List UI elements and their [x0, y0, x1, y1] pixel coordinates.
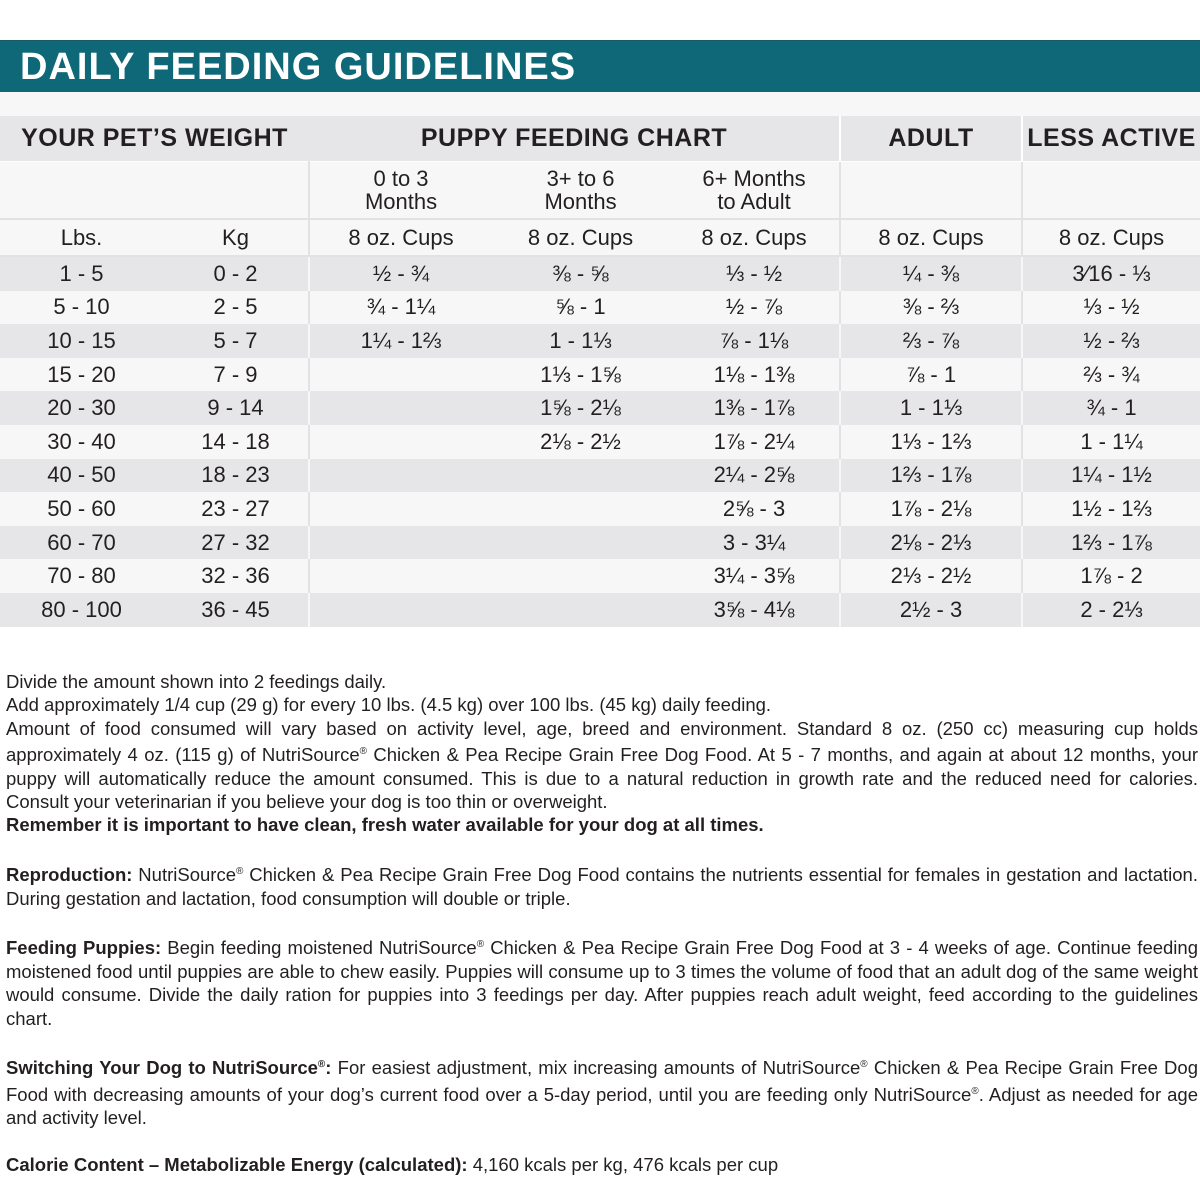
weight-kg-cell: 2 - 5: [163, 291, 309, 325]
note-amount: Amount of food consumed will vary based on activity level, age, breed and environment. Standard 8 oz. (250 cc) measuring cup holds approximately 4 oz. (115 g) of NutriSource® Chicken & Pea Recipe Grain Free Dog Food. At 5 - 7 months, and again at about 12 months, your puppy will automatically reduce the amount consumed. This is due to a natural reduction in growth rate and the reduced need for calories. Consult your veterinarian if you believe your dog is too thin or overweight.: [6, 717, 1199, 813]
puppy-6-adult-cell: ⅓ - ½: [669, 256, 840, 291]
header-less-active: LESS ACTIVE: [1022, 116, 1200, 162]
puppy-3-6-cell: 1 - 1⅓: [492, 324, 669, 358]
age-header-adult-blank: [840, 162, 1022, 220]
puppy-0-3-cell: [309, 425, 492, 459]
adult-cell: 1 - 1⅓: [840, 391, 1022, 425]
weight-kg-cell: 9 - 14: [163, 391, 309, 425]
puppy-6-adult-cell: ⅞ - 1⅛: [669, 324, 840, 358]
header-adult: ADULT: [840, 116, 1022, 162]
table-row: [0, 459, 1200, 493]
table-row: [0, 358, 1200, 392]
weight-lbs-cell: 20 - 30: [0, 391, 163, 425]
less-active-cell: ⅓ - ½: [1022, 291, 1200, 325]
note-calorie: Calorie Content – Metabolizable Energy (calculated): 4,160 kcals per kg, 476 kcals per cup: [6, 1154, 779, 1176]
note-feeding-puppies: Feeding Puppies: Begin feeding moistened NutriSource® Chicken & Pea Recipe Grain Free Dog Food at 3 - 4 weeks of age. Continue feeding moistened food until puppies are able to chew easily. Puppies will consume up to 3 times the volume of food that an adult dog of the same weight would consume. Divide the daily ration for puppies into 3 feedings per day. After puppies reach adult weight, feed according to the guidelines chart.: [6, 937, 1198, 1029]
puppy-6-adult-cell: 3¼ - 3⅝: [669, 559, 840, 593]
weight-kg-cell: 18 - 23: [163, 459, 309, 493]
puppy-6-adult-cell: ½ - ⅞: [669, 291, 840, 325]
table-body: [0, 256, 1200, 627]
table-row: [0, 559, 1200, 593]
note-switching: Switching Your Dog to NutriSource®: For easiest adjustment, mix increasing amounts of NutriSource® Chicken & Pea Recipe Grain Free Dog Food with decreasing amounts of your dog’s current food over a 5-day period, until you are feeding only NutriSource®. Adjust as needed for age and activity level.: [6, 1057, 1198, 1129]
puppy-0-3-cell: [309, 459, 492, 493]
puppy-3-6-cell: [492, 593, 669, 627]
weight-kg-cell: 14 - 18: [163, 425, 309, 459]
weight-lbs-cell: 80 - 100: [0, 593, 163, 627]
puppy-3-6-cell: [492, 559, 669, 593]
group-header-row: [0, 116, 1200, 162]
puppy-6-adult-cell: 2⅝ - 3: [669, 492, 840, 526]
table-row: [0, 324, 1200, 358]
puppy-0-3-cell: [309, 526, 492, 560]
unit-header-cups: 8 oz. Cups: [309, 219, 492, 256]
less-active-cell: ½ - ⅔: [1022, 324, 1200, 358]
note-reproduction: Reproduction: NutriSource® Chicken & Pea Recipe Grain Free Dog Food contains the nutrients essential for females in gestation and lactation. During gestation and lactation, food consumption will double or triple.: [6, 864, 1198, 909]
age-header-blank: [0, 162, 309, 220]
puppy-3-6-cell: 1⅝ - 2⅛: [492, 391, 669, 425]
weight-kg-cell: 7 - 9: [163, 358, 309, 392]
weight-lbs-cell: 40 - 50: [0, 459, 163, 493]
age-header-0-3: 0 to 3 Months: [309, 162, 492, 220]
adult-cell: ¼ - ⅜: [840, 256, 1022, 291]
puppy-0-3-cell: ¾ - 1¼: [309, 291, 492, 325]
registered-mark: ®: [235, 866, 244, 878]
table-row: [0, 526, 1200, 560]
less-active-cell: 1 - 1¼: [1022, 425, 1200, 459]
title-banner: [0, 40, 1200, 93]
less-active-cell: 1½ - 1⅔: [1022, 492, 1200, 526]
puppy-0-3-cell: [309, 492, 492, 526]
weight-kg-cell: 27 - 32: [163, 526, 309, 560]
header-weight: YOUR PET’S WEIGHT: [0, 116, 309, 162]
adult-cell: ⅔ - ⅞: [840, 324, 1022, 358]
page-title: DAILY FEEDING GUIDELINES: [20, 46, 577, 88]
puppy-3-6-cell: ⅜ - ⅝: [492, 256, 669, 291]
puppy-0-3-cell: [309, 559, 492, 593]
weight-lbs-cell: 30 - 40: [0, 425, 163, 459]
puppy-0-3-cell: ½ - ¾: [309, 256, 492, 291]
weight-lbs-cell: 70 - 80: [0, 559, 163, 593]
note-water: Remember it is important to have clean, fresh water available for your dog at all times.: [6, 814, 764, 836]
less-active-cell: 2 - 2⅓: [1022, 593, 1200, 627]
puppy-6-adult-cell: 2¼ - 2⅝: [669, 459, 840, 493]
weight-lbs-cell: 10 - 15: [0, 324, 163, 358]
adult-cell: 1⅔ - 1⅞: [840, 459, 1022, 493]
registered-mark: ®: [476, 939, 485, 951]
adult-cell: 1⅓ - 1⅔: [840, 425, 1022, 459]
table-row: [0, 291, 1200, 325]
puppy-6-adult-cell: 3⅝ - 4⅛: [669, 593, 840, 627]
note-divide: Divide the amount shown into 2 feedings daily.: [6, 671, 387, 692]
unit-header-cups: 8 oz. Cups: [669, 219, 840, 256]
age-header-row: [0, 162, 1200, 220]
puppy-3-6-cell: [492, 492, 669, 526]
unit-header-cups: 8 oz. Cups: [492, 219, 669, 256]
puppy-3-6-cell: [492, 459, 669, 493]
unit-header-cups: 8 oz. Cups: [840, 219, 1022, 256]
unit-header-cups: 8 oz. Cups: [1022, 219, 1200, 256]
less-active-cell: 1⅔ - 1⅞: [1022, 526, 1200, 560]
unit-header-lbs: Lbs.: [0, 219, 163, 256]
adult-cell: ⅜ - ⅔: [840, 291, 1022, 325]
registered-mark: ®: [860, 1059, 868, 1071]
weight-lbs-cell: 1 - 5: [0, 256, 163, 291]
less-active-cell: ¾ - 1: [1022, 391, 1200, 425]
table-row: [0, 425, 1200, 459]
age-header-less-blank: [1022, 162, 1200, 220]
adult-cell: 1⅞ - 2⅛: [840, 492, 1022, 526]
feeding-table: [0, 116, 1200, 627]
weight-kg-cell: 32 - 36: [163, 559, 309, 593]
unit-header-row: [0, 219, 1200, 256]
puppy-6-adult-cell: 1⅞ - 2¼: [669, 425, 840, 459]
adult-cell: 2⅛ - 2⅓: [840, 526, 1022, 560]
weight-lbs-cell: 50 - 60: [0, 492, 163, 526]
weight-lbs-cell: 15 - 20: [0, 358, 163, 392]
less-active-cell: 1⅞ - 2: [1022, 559, 1200, 593]
less-active-cell: 1¼ - 1½: [1022, 459, 1200, 493]
weight-lbs-cell: 60 - 70: [0, 526, 163, 560]
puppy-3-6-cell: ⅝ - 1: [492, 291, 669, 325]
adult-cell: 2⅓ - 2½: [840, 559, 1022, 593]
registered-mark: ®: [359, 746, 367, 758]
table-row: [0, 593, 1200, 627]
table-row: [0, 492, 1200, 526]
table-row: [0, 391, 1200, 425]
weight-kg-cell: 36 - 45: [163, 593, 309, 627]
puppy-3-6-cell: 2⅛ - 2½: [492, 425, 669, 459]
weight-lbs-cell: 5 - 10: [0, 291, 163, 325]
puppy-6-adult-cell: 3 - 3¼: [669, 526, 840, 560]
header-puppy: PUPPY FEEDING CHART: [309, 116, 840, 162]
registered-mark: ®: [971, 1085, 979, 1097]
less-active-cell: 3⁄16 - ⅓: [1022, 256, 1200, 291]
puppy-0-3-cell: [309, 358, 492, 392]
table-row: [0, 256, 1200, 291]
unit-header-kg: Kg: [163, 219, 309, 256]
puppy-6-adult-cell: 1⅛ - 1⅜: [669, 358, 840, 392]
puppy-0-3-cell: 1¼ - 1⅔: [309, 324, 492, 358]
puppy-3-6-cell: [492, 526, 669, 560]
note-add: Add approximately 1/4 cup (29 g) for every 10 lbs. (4.5 kg) over 100 lbs. (45 kg) daily feeding.: [6, 694, 772, 716]
puppy-0-3-cell: [309, 593, 492, 627]
puppy-0-3-cell: [309, 391, 492, 425]
weight-kg-cell: 5 - 7: [163, 324, 309, 358]
age-header-6-adult: 6+ Months to Adult: [669, 162, 840, 220]
registered-mark: ®: [317, 1059, 326, 1071]
adult-cell: ⅞ - 1: [840, 358, 1022, 392]
age-header-3-6: 3+ to 6 Months: [492, 162, 669, 220]
weight-kg-cell: 23 - 27: [163, 492, 309, 526]
feeding-notes: [6, 670, 1198, 1176]
weight-kg-cell: 0 - 2: [163, 256, 309, 291]
less-active-cell: ⅔ - ¾: [1022, 358, 1200, 392]
puppy-3-6-cell: 1⅓ - 1⅝: [492, 358, 669, 392]
adult-cell: 2½ - 3: [840, 593, 1022, 627]
puppy-6-adult-cell: 1⅜ - 1⅞: [669, 391, 840, 425]
